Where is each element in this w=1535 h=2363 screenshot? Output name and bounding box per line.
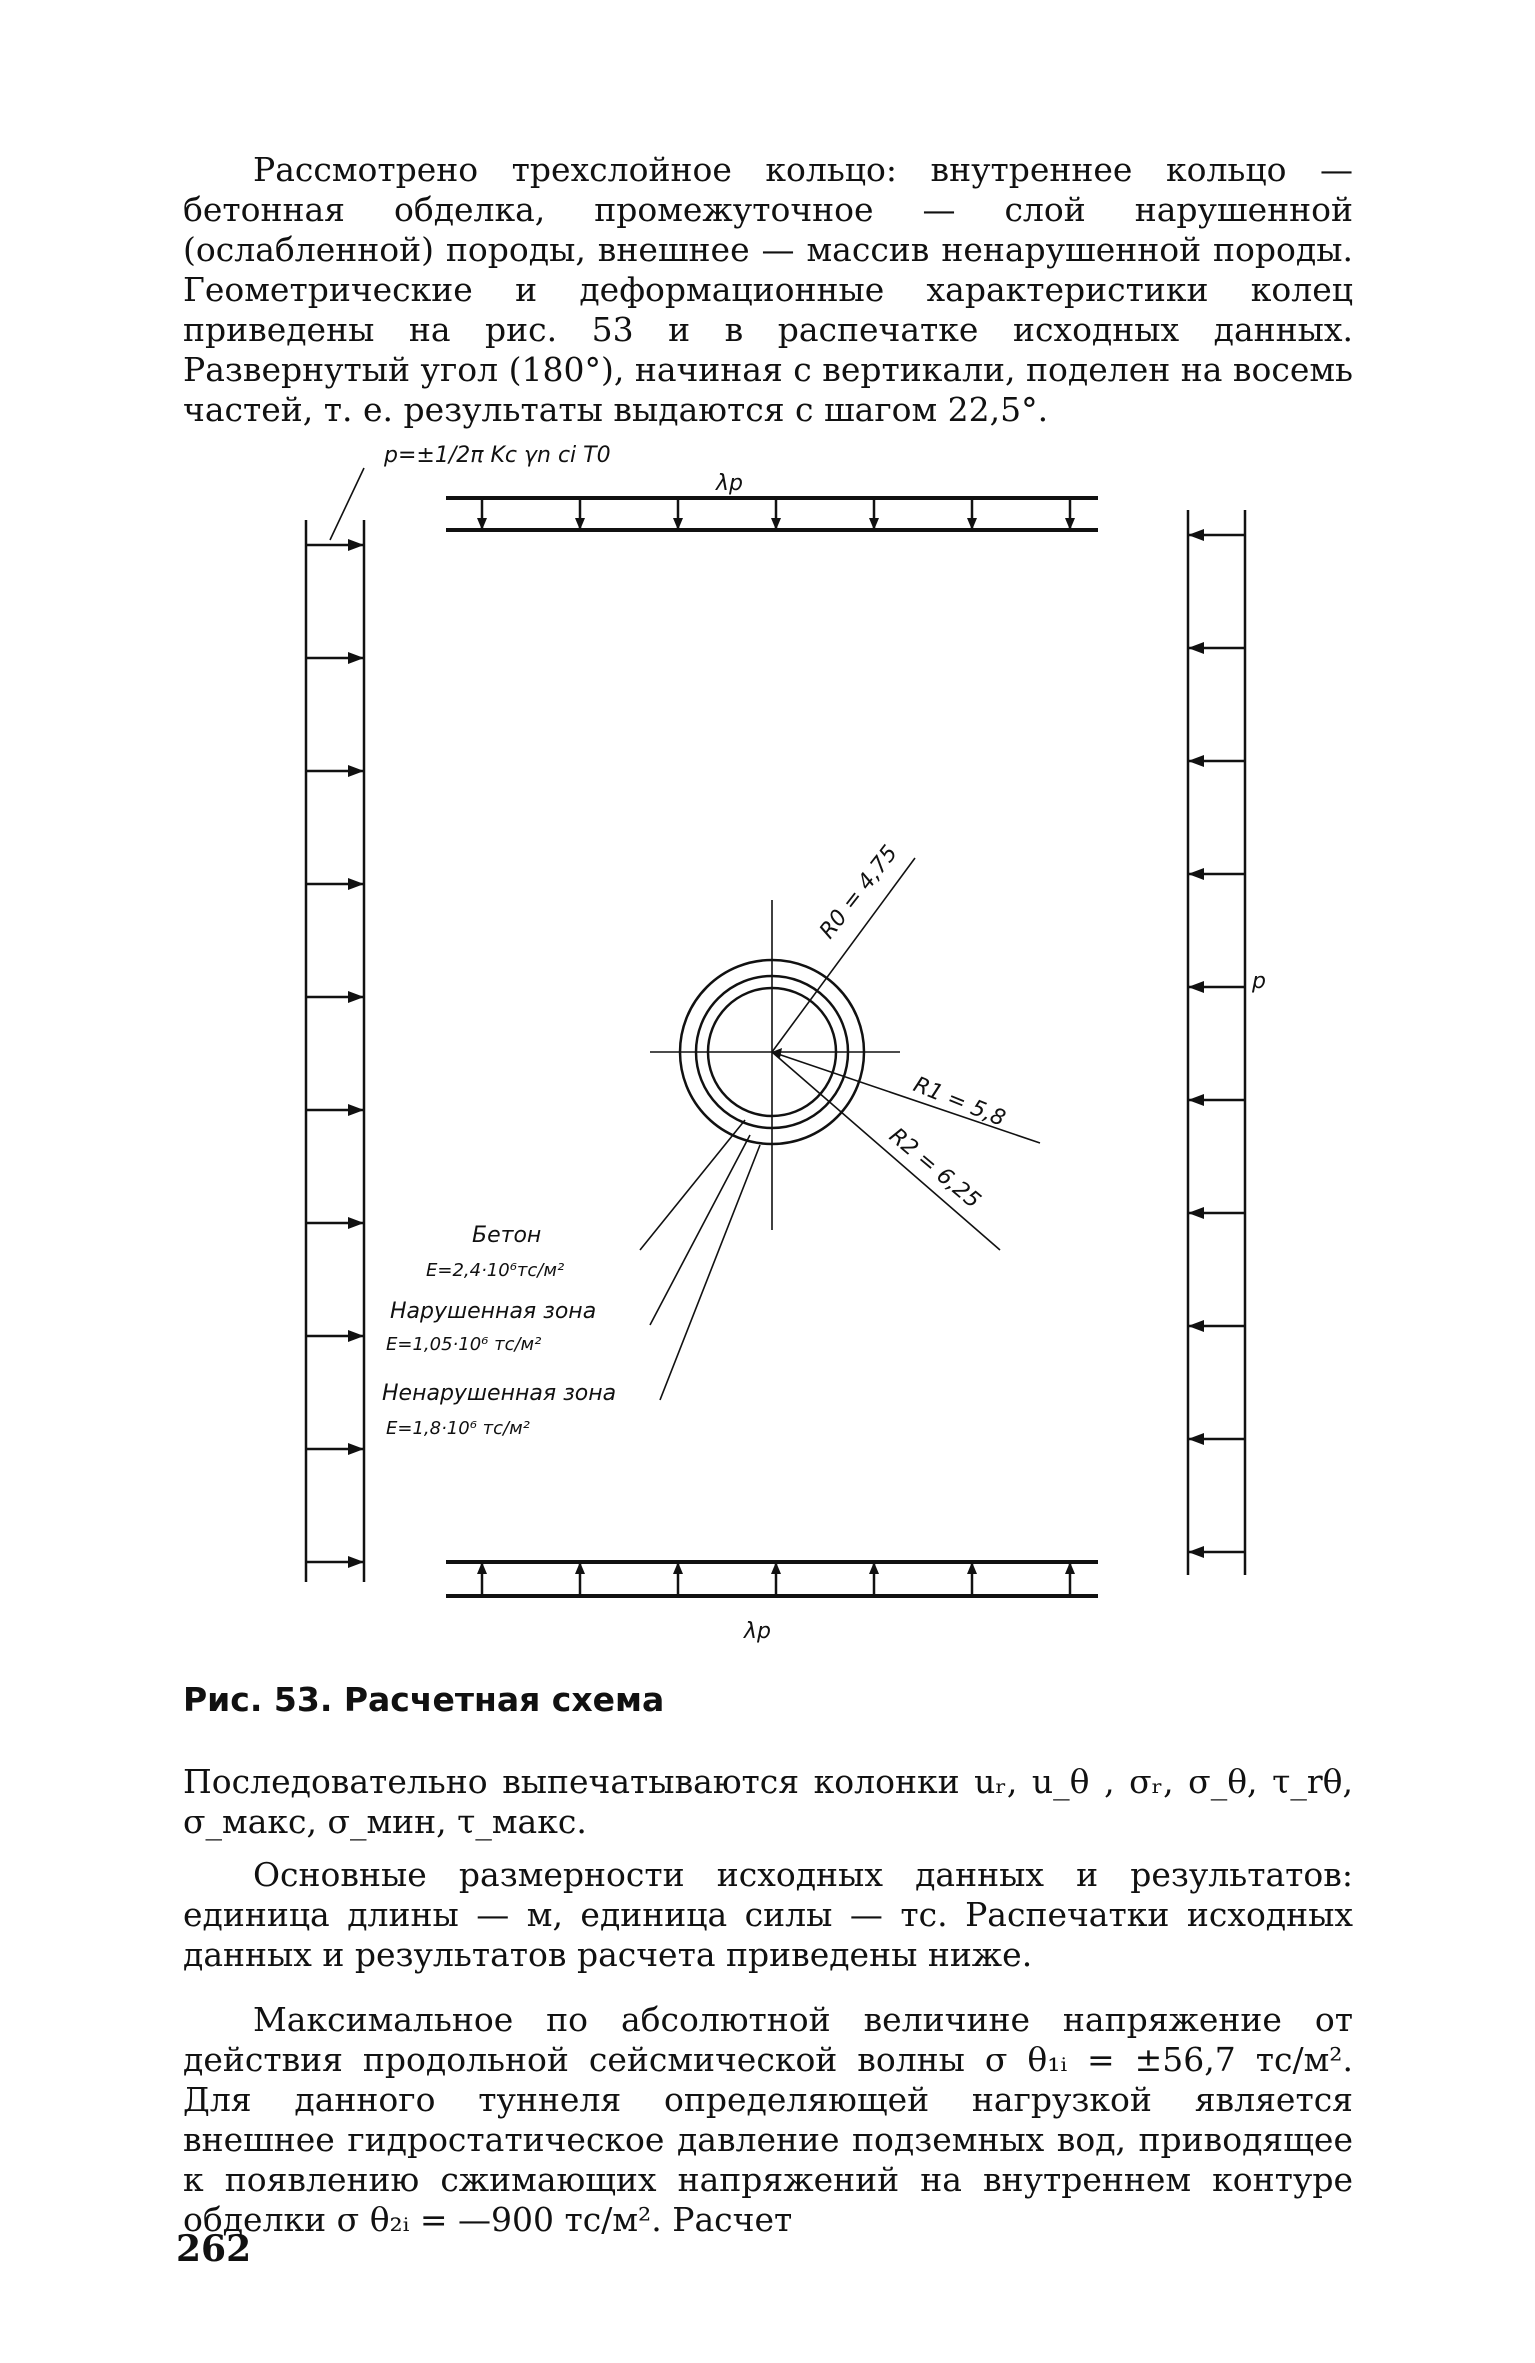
- load-arrow: [869, 498, 879, 530]
- intact-zone-modulus: E=1,8·10⁶ тс/м²: [386, 1418, 530, 1439]
- formula-leader-line: [330, 468, 364, 540]
- load-arrow: [869, 1562, 879, 1596]
- load-arrow: [673, 498, 683, 530]
- load-arrow: [306, 1556, 364, 1568]
- load-arrow: [1188, 981, 1245, 993]
- damaged-zone-modulus: E=1,05·10⁶ тс/м²: [386, 1334, 542, 1355]
- load-arrow: [1188, 1207, 1245, 1219]
- load-arrow: [477, 498, 487, 530]
- load-arrow: [306, 878, 364, 890]
- page-number: 262: [176, 2228, 252, 2270]
- load-arrow: [1188, 529, 1245, 541]
- columns-paragraph: [183, 1762, 1353, 1842]
- load-arrow: [575, 1562, 585, 1596]
- max-stress-text-b: Для данного туннеля определяющей нагрузкой является внешнее гидростатическое давление подземных вод, приводящее к появлению сжимающих напряжений на внутреннем контуре обделки: [183, 2080, 1353, 2239]
- r1-label: R1 = 5,8: [909, 1072, 1009, 1132]
- load-arrow: [1188, 1094, 1245, 1106]
- load-arrow: [306, 1330, 364, 1342]
- units-paragraph: Основные размерности исходных данных и результатов: единица длины — м, единица силы — тс. Распечатки исходных данных и результатов расчета приведены ниже.: [183, 1855, 1353, 1974]
- load-arrow: [477, 1562, 487, 1596]
- load-arrow: [1188, 1320, 1245, 1332]
- max-stress-symbol-1: σ θ₁ᵢ = ±56,7 тс/м².: [984, 2040, 1353, 2079]
- max-stress-symbol-2: σ θ₂ᵢ = —900 тс/м².: [336, 2200, 662, 2239]
- load-arrow: [771, 1562, 781, 1596]
- calculation-scheme-figure: [0, 420, 1535, 1670]
- load-formula: p=±1/2π Kc γn ci T0: [384, 443, 611, 468]
- bottom-load-beam: [446, 1562, 1098, 1596]
- columns-symbols: uᵣ, u_θ , σᵣ, σ_θ, τ_rθ, σ_макс, σ_мин, τ_макс.: [183, 1762, 1353, 1841]
- max-stress-paragraph: [183, 2000, 1353, 2240]
- r2-label: R2 = 6,25: [884, 1123, 986, 1214]
- concrete-label: Бетон: [472, 1223, 542, 1248]
- right-load-label: p: [1252, 969, 1266, 994]
- lambda-bottom-label: λp: [744, 1619, 771, 1644]
- load-arrow: [1188, 642, 1245, 654]
- load-arrow: [1188, 755, 1245, 767]
- top-load-beam: [446, 498, 1098, 530]
- layer-leader-lines: [640, 1120, 760, 1400]
- max-stress-text-a: Максимальное по абсолютной величине напряжение от действия продольной сейсмической волны: [183, 2000, 1353, 2079]
- figure-caption: Рис. 53. Расчетная схема: [183, 1680, 665, 1719]
- load-arrow: [306, 1217, 364, 1229]
- columns-text: Последовательно выпечатываются колонки: [183, 1762, 960, 1801]
- load-arrow: [306, 652, 364, 664]
- load-arrow: [1188, 1433, 1245, 1445]
- load-arrow: [1188, 1546, 1245, 1558]
- right-load-column: [1188, 510, 1245, 1575]
- damaged-zone-label: Нарушенная зона: [390, 1299, 597, 1324]
- load-arrow: [306, 539, 364, 551]
- intro-paragraph: Рассмотрено трехслойное кольцо: внутреннее кольцо — бетонная обделка, промежуточное — слой нарушенной (ослабленной) породы, внешнее — массив ненарушенной породы. Геометрические и деформационные характеристики колец приведены на рис. 53 и в распечатке исходных данных. Развернутый угол (180°), начиная с вертикали, поделен на восемь частей, т. е. результаты выдаются с шагом 22,5°.: [183, 150, 1353, 429]
- load-arrow: [306, 991, 364, 1003]
- load-arrow: [306, 1104, 364, 1116]
- r0-label: R0 = 4,75: [815, 841, 903, 944]
- max-stress-text-c: Расчет: [672, 2200, 793, 2239]
- load-arrow: [967, 498, 977, 530]
- radius-lines: [772, 858, 1040, 1250]
- load-arrow: [771, 498, 781, 530]
- load-arrow: [967, 1562, 977, 1596]
- intact-zone-label: Ненарушенная зона: [382, 1381, 617, 1406]
- load-arrow: [575, 498, 585, 530]
- load-arrow: [306, 1443, 364, 1455]
- load-arrow: [1188, 868, 1245, 880]
- load-arrow: [1065, 1562, 1075, 1596]
- load-arrow: [1065, 498, 1075, 530]
- concrete-modulus: E=2,4·10⁶тс/м²: [426, 1260, 565, 1281]
- lambda-top-label: λp: [716, 471, 743, 496]
- load-arrow: [306, 765, 364, 777]
- left-load-column: [306, 520, 364, 1582]
- load-arrow: [673, 1562, 683, 1596]
